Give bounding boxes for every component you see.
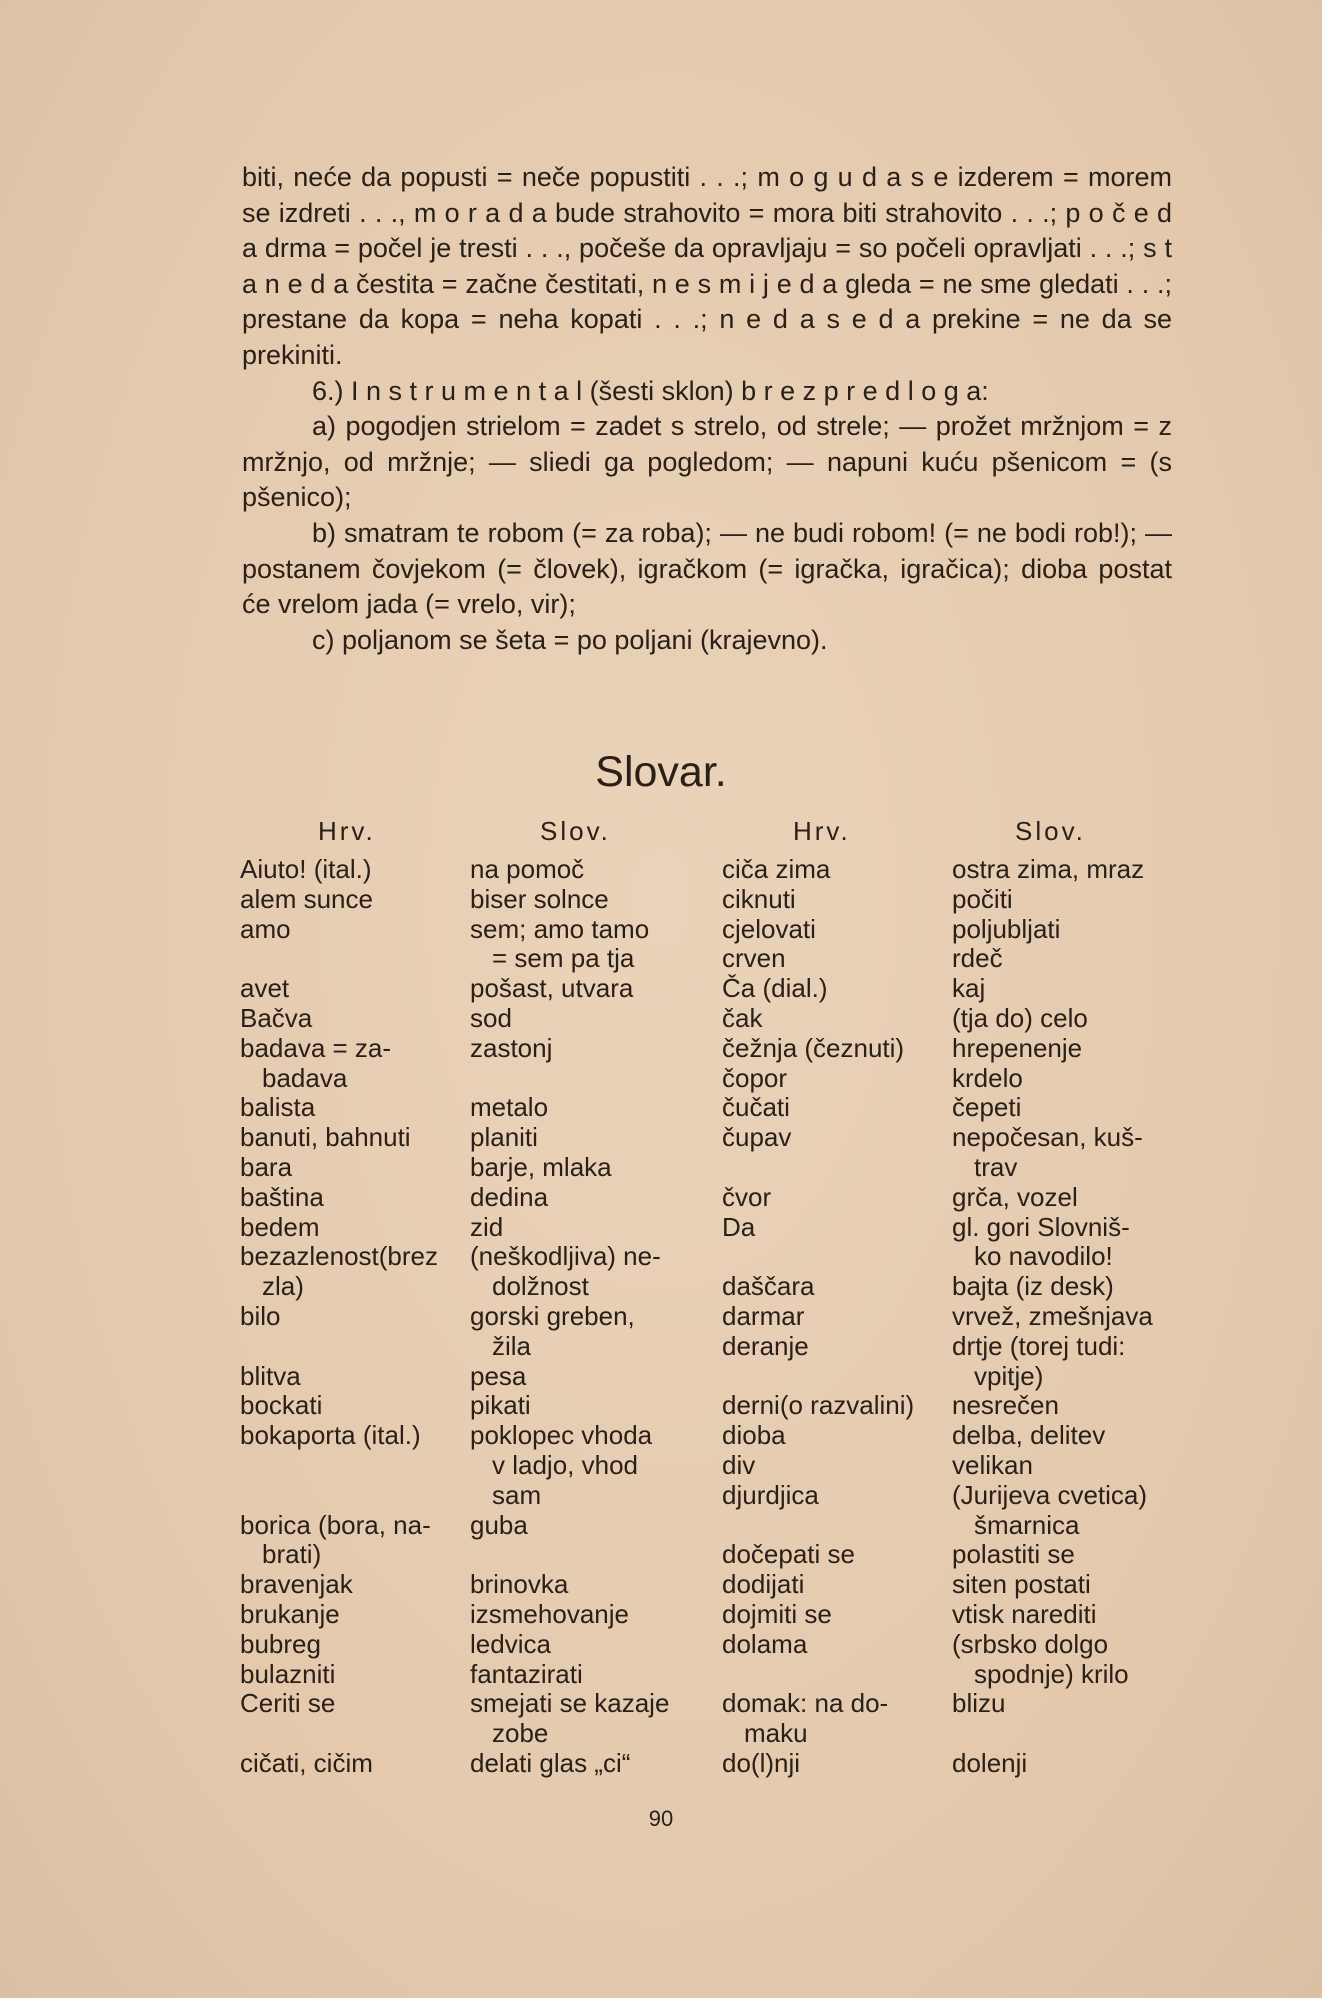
header-hrv-right: Hrv. — [793, 816, 851, 846]
dict-entry-col4: kaj — [952, 973, 986, 1004]
dict-entry-col4: (tja do) celo — [952, 1003, 1088, 1033]
paragraph-instrumental-heading: 6.) I n s t r u m e n t a l (šesti sklon) b r e z p r e d l o g a: — [312, 375, 989, 406]
dict-entry-col3: cjelovati — [722, 913, 816, 944]
dict-entry-col2: barje, mlaka — [470, 1152, 612, 1182]
dict-entry-col2: biser solnce — [470, 883, 609, 914]
paragraph-example-a: a) pogodjen strielom = zadet s strelo, od strele; — prožet mržnjom = z mržnjo, od mržnje; — sliedi ga pogledom; — napuni kuću pšenicom = (s pšenico); — [242, 411, 1172, 513]
dict-entry-col1: badava = za- — [240, 1032, 392, 1063]
dict-entry-col4: nepočesan, kuš- — [952, 1122, 1143, 1153]
dict-entry-col3: čopor — [722, 1062, 788, 1093]
dict-entry-col1: Aiuto! (ital.) — [240, 854, 372, 884]
dict-entry-col4: vtisk narediti — [952, 1599, 1097, 1629]
dict-entry-col2: zid — [470, 1211, 504, 1242]
dict-entry-col4: delba, delitev — [952, 1420, 1106, 1451]
dict-entry-col1: bockati — [240, 1390, 323, 1421]
paragraph-example-c: c) poljanom se šeta = po poljani (krajevno). — [312, 624, 828, 655]
dict-entry-col1: badava — [262, 1062, 348, 1093]
dict-entry-col2: sam — [492, 1479, 542, 1510]
dict-entry-col4: čepeti — [952, 1092, 1022, 1123]
dict-entry-col3: deranje — [722, 1330, 809, 1361]
dict-entry-col2: planiti — [470, 1122, 538, 1153]
dict-entry-col3: maku — [744, 1718, 808, 1749]
dict-entry-col2: gorski greben, — [470, 1301, 635, 1331]
dict-entry-col1: bulazniti — [240, 1658, 336, 1689]
header-slov-left: Slov. — [540, 816, 611, 846]
dict-entry-col2: izsmehovanje — [470, 1599, 629, 1629]
dict-entry-col3: dojmiti se — [722, 1599, 832, 1629]
dict-entry-col3: čučati — [722, 1092, 790, 1123]
section-title: Slovar. — [595, 748, 727, 796]
dict-entry-col3: čvor — [722, 1181, 772, 1212]
dict-entry-col1: alem sunce — [240, 883, 373, 914]
dict-entry-col1: Ceriti se — [240, 1688, 336, 1719]
dict-entry-col4: ko navodilo! — [974, 1241, 1113, 1272]
dict-entry-col2: v ladjo, vhod — [492, 1450, 638, 1480]
dict-entry-col4: nesrečen — [952, 1390, 1059, 1421]
dict-entry-col1: bezazlenost(brez — [240, 1241, 438, 1272]
dict-entry-col4: gl. gori Slovniš- — [952, 1211, 1130, 1242]
paragraph-example-b: b) smatram te robom (= za roba); — ne budi robom! (= ne bodi rob!); — postanem čovjekom (= človek), igračkom (= igračka, igračica); dioba postat će vrelom jada (= vrelo, vir); — [242, 517, 1172, 620]
dict-entry-col4: rdeč — [952, 943, 1003, 974]
dict-entry-col1: banuti, bahnuti — [240, 1122, 411, 1153]
dict-entry-col3: darmar — [722, 1301, 805, 1331]
dict-entry-col1: baština — [240, 1181, 324, 1212]
dict-entry-col4: vrvež, zmešnjava — [952, 1301, 1153, 1331]
dict-entry-col4: (srbsko dolgo — [952, 1628, 1109, 1659]
dict-entry-col4: dolenji — [952, 1748, 1028, 1778]
dict-entry-col3: čak — [722, 1003, 763, 1033]
dict-entry-col2: zastonj — [470, 1032, 553, 1063]
dict-entry-col3: ciknuti — [722, 883, 796, 914]
dict-entry-col3: dolama — [722, 1628, 808, 1659]
dict-entry-col1: Bačva — [240, 1003, 313, 1033]
dict-entry-col4: trav — [974, 1152, 1018, 1182]
dict-entry-col4: (Jurijeva cvetica) — [952, 1479, 1148, 1510]
dict-entry-col2: fantazirati — [470, 1658, 583, 1689]
dict-entry-col4: spodnje) krilo — [974, 1658, 1129, 1689]
dict-entry-col1: bara — [240, 1152, 293, 1182]
dict-entry-col2: (neškodljiva) ne- — [470, 1241, 661, 1272]
dict-entry-col1: zla) — [262, 1271, 304, 1302]
dict-entry-col2: smejati se kazaje — [470, 1688, 670, 1719]
paragraph-continued: biti, neće da popusti = neče popustiti . . .; m o g u d a s e izderem = morem se izdreti . . ., m o r a d a bude strahovito = mora biti strahovito . . .; p o č e d a drma = počel je tresti . . ., počeše da opravljaju = so počeli opravljati . . .; s t a n e d a čestita = začne čestitati, n e s m i j e d a gleda = ne sme gledati . . .; prestane da kopa = neha kopati . . .; n e d a s e d a prekine = ne da se prekiniti. — [242, 162, 1172, 370]
dict-entry-col1: bravenjak — [240, 1569, 353, 1600]
dict-entry-col4: poljubljati — [952, 913, 1061, 944]
dict-entry-col2: žila — [492, 1330, 532, 1361]
dict-entry-col1: brati) — [262, 1539, 322, 1570]
dict-entry-col2: brinovka — [470, 1569, 569, 1600]
page-number: 90 — [648, 1806, 674, 1831]
dict-entry-col3: dočepati se — [722, 1539, 855, 1570]
dict-entry-col2: = sem pa tja — [492, 943, 635, 974]
dict-entry-col3: čupav — [722, 1122, 792, 1153]
dict-entry-col2: pikati — [470, 1390, 531, 1421]
dict-entry-col4: grča, vozel — [952, 1181, 1078, 1212]
dict-entry-col3: crven — [722, 943, 786, 974]
dict-entry-col1: bedem — [240, 1211, 320, 1242]
dict-entry-col4: hrepenenje — [952, 1032, 1083, 1063]
dict-entry-col1: amo — [240, 913, 291, 944]
dict-entry-col2: pošast, utvara — [470, 973, 634, 1004]
dict-entry-col1: brukanje — [240, 1599, 340, 1629]
dict-entry-col4: drtje (torej tudi: — [952, 1330, 1126, 1361]
dict-entry-col1: bokaporta (ital.) — [240, 1420, 421, 1451]
dict-entry-col2: zobe — [492, 1718, 549, 1749]
dict-entry-col1: bubreg — [240, 1628, 321, 1659]
dict-entry-col4: počiti — [952, 883, 1013, 914]
dict-entry-col4: polastiti se — [952, 1539, 1075, 1570]
dict-entry-col4: šmarnica — [974, 1509, 1080, 1540]
dict-entry-col2: dedina — [470, 1181, 549, 1212]
grammar-text — [242, 160, 1172, 658]
dict-entry-col1: balista — [240, 1092, 316, 1123]
dict-entry-col3: dodijati — [722, 1569, 805, 1600]
header-slov-right: Slov. — [1015, 816, 1086, 846]
dict-entry-col4: vpitje) — [974, 1360, 1044, 1391]
dict-entry-col2: dolžnost — [492, 1271, 589, 1302]
dict-entry-col4: bajta (iz desk) — [952, 1271, 1114, 1302]
dict-entry-col3: div — [722, 1450, 756, 1480]
dict-entry-col3: djurdjica — [722, 1479, 819, 1510]
dict-entry-col3: derni(o razvalini) — [722, 1390, 915, 1421]
dict-entry-col4: siten postati — [952, 1569, 1091, 1600]
dict-entry-col2: sod — [470, 1003, 512, 1033]
dict-entry-col2: ledvica — [470, 1628, 551, 1659]
dict-entry-col1: avet — [240, 973, 290, 1004]
header-hrv-left: Hrv. — [318, 816, 376, 846]
dict-entry-col3: čežnja (čeznuti) — [722, 1032, 905, 1063]
dict-entry-col2: pesa — [470, 1360, 527, 1391]
dict-entry-col4: velikan — [952, 1450, 1033, 1480]
dict-entry-col1: bilo — [240, 1301, 281, 1331]
dict-entry-col2: sem; amo tamo — [470, 913, 650, 944]
dict-entry-col2: poklopec vhoda — [470, 1420, 653, 1451]
dict-entry-col4: blizu — [952, 1688, 1006, 1719]
dict-entry-col2: na pomoč — [470, 854, 585, 884]
dict-entry-col1: borica (bora, na- — [240, 1509, 431, 1540]
dict-entry-col3: ciča zima — [722, 854, 831, 884]
dict-entry-col2: metalo — [470, 1092, 549, 1123]
dict-entry-col1: cičati, cičim — [240, 1748, 373, 1778]
dict-entry-col2: delati glas „ci“ — [470, 1748, 631, 1778]
dict-entry-col4: krdelo — [952, 1062, 1023, 1093]
dict-entry-col1: blitva — [240, 1360, 301, 1391]
dict-entry-col3: Da — [722, 1211, 756, 1242]
dict-entry-col2: guba — [470, 1509, 528, 1540]
dict-entry-col3: Ča (dial.) — [722, 973, 828, 1004]
dict-entry-col3: dioba — [722, 1420, 786, 1451]
dict-entry-col3: daščara — [722, 1271, 815, 1302]
dict-entry-col3: domak: na do- — [722, 1688, 889, 1719]
dict-entry-col4: ostra zima, mraz — [952, 854, 1145, 884]
dict-entry-col3: do(l)nji — [722, 1748, 801, 1778]
